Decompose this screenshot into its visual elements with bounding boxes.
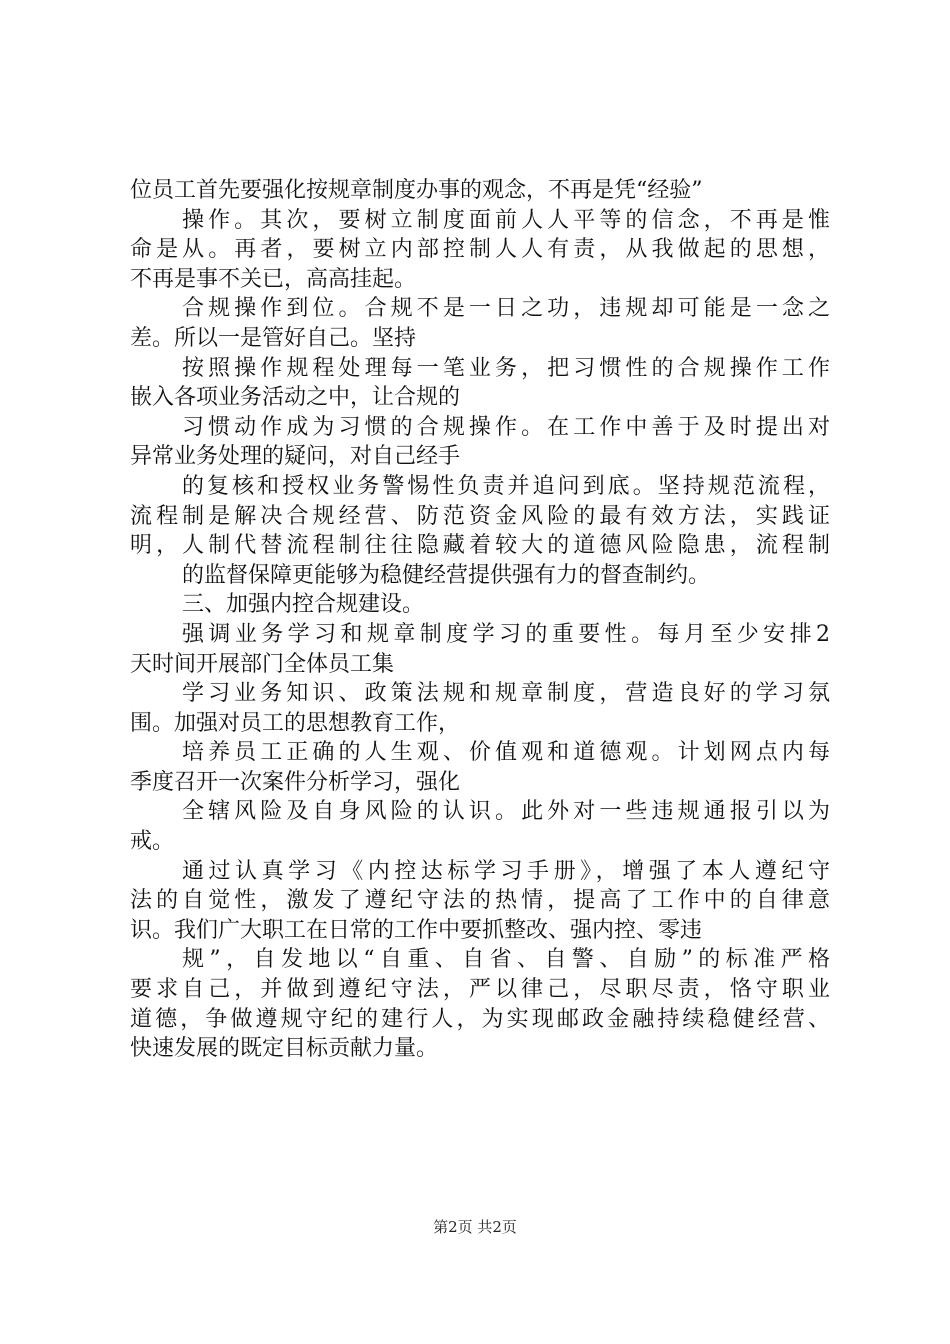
text-line: 的监督保障更能够为稳健经营提供强有力的督查制约。 bbox=[182, 562, 711, 588]
text-line: 法的自觉性，激发了遵纪守法的热情，提高了工作中的自律意 bbox=[130, 888, 830, 914]
text-line: 明，人制代替流程制往往隐藏着较大的道德风险隐患，流程制 bbox=[130, 533, 830, 559]
text-line: 合规操作到位。合规不是一日之功，违规却可能是一念之 bbox=[182, 296, 830, 322]
text-line: 快速发展的既定目标贡献力量。 bbox=[130, 1036, 439, 1062]
text-line: 位员工首先要强化按规章制度办事的观念，不再是凭“经验” bbox=[130, 178, 703, 203]
text-line: 围。加强对员工的思想教育工作， bbox=[130, 710, 461, 736]
text-line: 识。我们广大职工在日常的工作中要抓整改、强内控、零违 bbox=[130, 917, 703, 943]
text-line: 流程制是解决合规经营、防范资金风险的最有效方法，实践证 bbox=[130, 503, 830, 529]
text-line: 培养员工正确的人生观、价值观和道德观。计划网点内每 bbox=[182, 740, 830, 766]
text-line: 异常业务处理的疑问，对自己经手 bbox=[130, 444, 461, 470]
text-line: 差。所以一是管好自己。坚持 bbox=[130, 325, 417, 351]
text-line: 规”，自发地以“自重、自省、自警、自励”的标准严格 bbox=[182, 947, 830, 973]
text-line: 命是从。再者，要树立内部控制人人有责，从我做起的思想， bbox=[130, 237, 830, 263]
text-line: 全辖风险及自身风险的认识。此外对一些违规通报引以为 bbox=[182, 799, 830, 825]
text-line: 的复核和授权业务警惕性负责并追问到底。坚持规范流程， bbox=[182, 473, 830, 499]
page-footer bbox=[0, 1216, 950, 1237]
text-line: 嵌入各项业务活动之中，让合规的 bbox=[130, 385, 461, 411]
text-line: 道德，争做遵规守纪的建行人，为实现邮政金融持续稳健经营、 bbox=[130, 1006, 830, 1032]
text-line: 天时间开展部门全体员工集 bbox=[130, 651, 395, 677]
text-line: 通过认真学习《内控达标学习手册》，增强了本人遵纪守 bbox=[182, 858, 830, 884]
text-line: 不再是事不关已，高高挂起。 bbox=[130, 266, 417, 292]
text-line: 操作。其次，要树立制度面前人人平等的信念，不再是惟 bbox=[182, 207, 830, 233]
text-line: 三、加强内控合规建设。 bbox=[182, 592, 425, 618]
document-body bbox=[130, 176, 830, 1064]
text-line: 要求自己，并做到遵纪守法，严以律己，尽职尽责，恪守职业 bbox=[130, 977, 830, 1003]
text-line: 学习业务知识、政策法规和规章制度，营造良好的学习氛 bbox=[182, 681, 830, 707]
text-line: 戒。 bbox=[130, 829, 175, 855]
text-line: 强调业务学习和规章制度学习的重要性。每月至少安排2 bbox=[182, 621, 830, 647]
text-line: 习惯动作成为习惯的合规操作。在工作中善于及时提出对 bbox=[182, 414, 830, 440]
page-number: 第2页 共2页 bbox=[433, 1218, 517, 1236]
text-line: 季度召开一次案件分析学习，强化 bbox=[130, 769, 461, 795]
text-line: 按照操作规程处理每一笔业务，把习惯性的合规操作工作 bbox=[182, 355, 830, 381]
